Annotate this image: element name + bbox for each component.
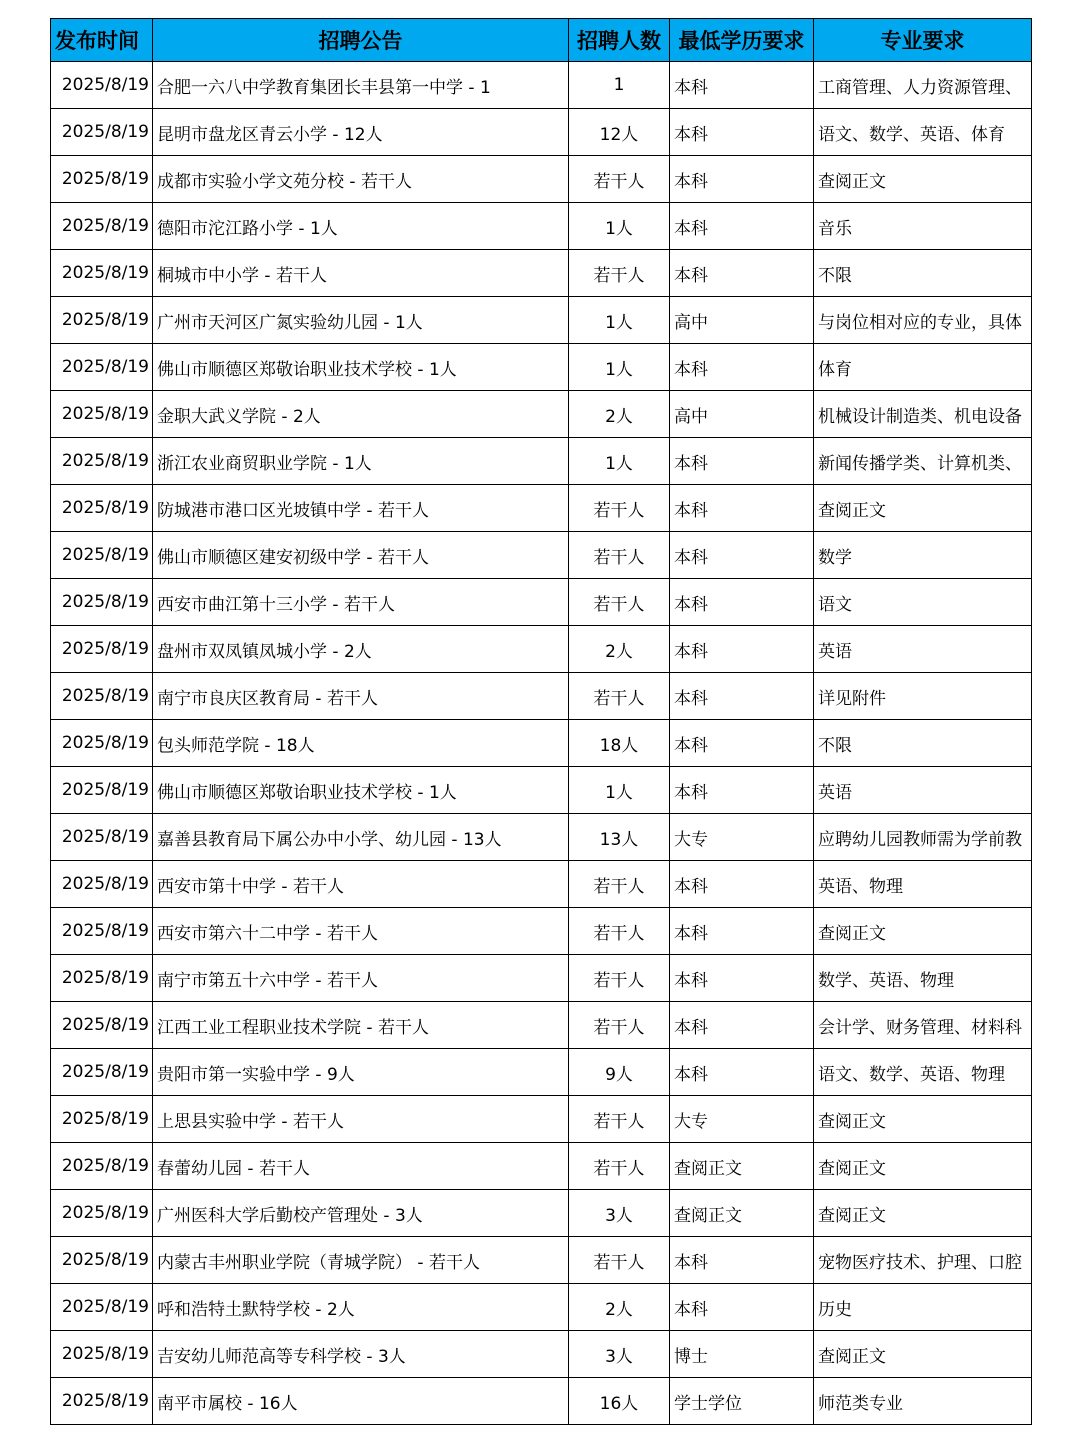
cell-headcount: 若干人 [569,1002,670,1049]
cell-major: 查阅正文 [814,1143,1032,1190]
header-education: 最低学历要求 [670,19,814,62]
cell-announcement[interactable]: 广州市天河区广氮实验幼儿园 - 1人 [153,297,569,344]
table-row [51,814,1032,861]
cell-announcement[interactable]: 桐城市中小学 - 若干人 [153,250,569,297]
cell-announcement[interactable]: 合肥一六八中学教育集团长丰县第一中学 - 1 [153,62,569,109]
cell-announcement[interactable]: 浙江农业商贸职业学院 - 1人 [153,438,569,485]
cell-announcement[interactable]: 吉安幼儿师范高等专科学校 - 3人 [153,1331,569,1378]
cell-headcount: 若干人 [569,861,670,908]
cell-major: 语文、数学、英语、物理 [814,1049,1032,1096]
cell-education: 本科 [670,720,814,767]
cell-major: 会计学、财务管理、材料科 [814,1002,1032,1049]
cell-headcount: 2人 [569,391,670,438]
cell-announcement[interactable]: 包头师范学院 - 18人 [153,720,569,767]
cell-announcement[interactable]: 佛山市顺德区郑敬诒职业技术学校 - 1人 [153,767,569,814]
cell-publish-time: 2025/8/19 [51,579,153,626]
cell-education: 本科 [670,673,814,720]
cell-publish-time: 2025/8/19 [51,814,153,861]
cell-education: 本科 [670,532,814,579]
cell-education: 大专 [670,814,814,861]
cell-announcement[interactable]: 贵阳市第一实验中学 - 9人 [153,1049,569,1096]
cell-major: 工商管理、人力资源管理、 [814,62,1032,109]
cell-headcount: 1人 [569,767,670,814]
cell-headcount: 若干人 [569,908,670,955]
cell-education: 本科 [670,344,814,391]
cell-headcount: 1人 [569,438,670,485]
cell-publish-time: 2025/8/19 [51,250,153,297]
table-body [51,62,1032,1425]
table-row [51,297,1032,344]
cell-headcount: 3人 [569,1331,670,1378]
table-row [51,1143,1032,1190]
cell-education: 本科 [670,109,814,156]
cell-education: 本科 [670,156,814,203]
cell-publish-time: 2025/8/19 [51,1331,153,1378]
cell-announcement[interactable]: 佛山市顺德区建安初级中学 - 若干人 [153,532,569,579]
cell-major: 历史 [814,1284,1032,1331]
cell-education: 本科 [670,1284,814,1331]
cell-major: 查阅正文 [814,908,1032,955]
cell-headcount: 9人 [569,1049,670,1096]
cell-publish-time: 2025/8/19 [51,1002,153,1049]
cell-education: 本科 [670,438,814,485]
cell-education: 本科 [670,250,814,297]
cell-headcount: 12人 [569,109,670,156]
cell-education: 学士学位 [670,1378,814,1425]
cell-major: 英语 [814,626,1032,673]
cell-major: 数学 [814,532,1032,579]
cell-announcement[interactable]: 西安市曲江第十三小学 - 若干人 [153,579,569,626]
table-row [51,391,1032,438]
header-major: 专业要求 [814,19,1032,62]
cell-headcount: 若干人 [569,250,670,297]
table-row [51,1237,1032,1284]
header-announcement: 招聘公告 [153,19,569,62]
cell-major: 不限 [814,250,1032,297]
cell-publish-time: 2025/8/19 [51,62,153,109]
cell-major: 音乐 [814,203,1032,250]
cell-major: 体育 [814,344,1032,391]
cell-announcement[interactable]: 嘉善县教育局下属公办中小学、幼儿园 - 13人 [153,814,569,861]
cell-publish-time: 2025/8/19 [51,1378,153,1425]
cell-headcount: 若干人 [569,1143,670,1190]
table-row [51,1284,1032,1331]
table-row [51,250,1032,297]
cell-announcement[interactable]: 广州医科大学后勤校产管理处 - 3人 [153,1190,569,1237]
cell-publish-time: 2025/8/19 [51,532,153,579]
cell-announcement[interactable]: 南平市属校 - 16人 [153,1378,569,1425]
cell-major: 与岗位相对应的专业，具体 [814,297,1032,344]
cell-major: 不限 [814,720,1032,767]
cell-headcount: 1人 [569,203,670,250]
cell-major: 查阅正文 [814,485,1032,532]
table-row [51,156,1032,203]
cell-publish-time: 2025/8/19 [51,1237,153,1284]
table-row [51,626,1032,673]
table-row [51,1190,1032,1237]
table-row [51,767,1032,814]
cell-major: 语文、数学、英语、体育 [814,109,1032,156]
cell-announcement[interactable]: 江西工业工程职业技术学院 - 若干人 [153,1002,569,1049]
table-row [51,720,1032,767]
cell-education: 本科 [670,579,814,626]
cell-announcement[interactable]: 昆明市盘龙区青云小学 - 12人 [153,109,569,156]
cell-headcount: 1 [569,62,670,109]
cell-headcount: 若干人 [569,1096,670,1143]
header-headcount: 招聘人数 [569,19,670,62]
cell-headcount: 2人 [569,1284,670,1331]
table-row [51,955,1032,1002]
table-row [51,344,1032,391]
cell-publish-time: 2025/8/19 [51,861,153,908]
table-row [51,908,1032,955]
cell-education: 本科 [670,861,814,908]
table-header [51,19,1032,62]
cell-major: 语文 [814,579,1032,626]
cell-announcement[interactable]: 西安市第六十二中学 - 若干人 [153,908,569,955]
cell-announcement[interactable]: 德阳市沱江路小学 - 1人 [153,203,569,250]
cell-education: 大专 [670,1096,814,1143]
cell-education: 博士 [670,1331,814,1378]
cell-education: 本科 [670,1049,814,1096]
cell-publish-time: 2025/8/19 [51,1190,153,1237]
cell-publish-time: 2025/8/19 [51,673,153,720]
cell-announcement[interactable]: 成都市实验小学文苑分校 - 若干人 [153,156,569,203]
cell-announcement[interactable]: 南宁市良庆区教育局 - 若干人 [153,673,569,720]
table-row [51,109,1032,156]
table-row [51,1331,1032,1378]
cell-publish-time: 2025/8/19 [51,1096,153,1143]
cell-education: 查阅正文 [670,1190,814,1237]
cell-major: 查阅正文 [814,156,1032,203]
cell-education: 本科 [670,908,814,955]
cell-publish-time: 2025/8/19 [51,955,153,1002]
cell-headcount: 若干人 [569,673,670,720]
cell-headcount: 3人 [569,1190,670,1237]
cell-announcement[interactable]: 佛山市顺德区郑敬诒职业技术学校 - 1人 [153,344,569,391]
cell-publish-time: 2025/8/19 [51,485,153,532]
cell-publish-time: 2025/8/19 [51,297,153,344]
cell-headcount: 若干人 [569,156,670,203]
table-row [51,673,1032,720]
cell-announcement[interactable]: 防城港市港口区光坡镇中学 - 若干人 [153,485,569,532]
cell-announcement[interactable]: 西安市第十中学 - 若干人 [153,861,569,908]
table-row [51,579,1032,626]
cell-major: 宠物医疗技术、护理、口腔 [814,1237,1032,1284]
cell-headcount: 若干人 [569,955,670,1002]
cell-major: 查阅正文 [814,1096,1032,1143]
cell-publish-time: 2025/8/19 [51,391,153,438]
cell-major: 数学、英语、物理 [814,955,1032,1002]
recruitment-table [50,18,1032,1425]
cell-major: 详见附件 [814,673,1032,720]
table-row [51,532,1032,579]
cell-major: 应聘幼儿园教师需为学前教 [814,814,1032,861]
table-row [51,438,1032,485]
cell-announcement[interactable]: 内蒙古丰州职业学院（青城学院） - 若干人 [153,1237,569,1284]
cell-education: 本科 [670,485,814,532]
cell-headcount: 若干人 [569,485,670,532]
cell-publish-time: 2025/8/19 [51,203,153,250]
cell-publish-time: 2025/8/19 [51,1049,153,1096]
cell-major: 查阅正文 [814,1331,1032,1378]
cell-publish-time: 2025/8/19 [51,438,153,485]
cell-headcount: 若干人 [569,532,670,579]
cell-education: 查阅正文 [670,1143,814,1190]
cell-education: 本科 [670,1002,814,1049]
cell-announcement[interactable]: 金职大武义学院 - 2人 [153,391,569,438]
cell-headcount: 若干人 [569,579,670,626]
cell-publish-time: 2025/8/19 [51,344,153,391]
cell-publish-time: 2025/8/19 [51,109,153,156]
cell-publish-time: 2025/8/19 [51,767,153,814]
cell-education: 本科 [670,626,814,673]
cell-headcount: 2人 [569,626,670,673]
header-publish-time: 发布时间 [51,19,153,62]
cell-announcement[interactable]: 上思县实验中学 - 若干人 [153,1096,569,1143]
cell-publish-time: 2025/8/19 [51,720,153,767]
cell-headcount: 13人 [569,814,670,861]
cell-major: 师范类专业 [814,1378,1032,1425]
cell-major: 查阅正文 [814,1190,1032,1237]
cell-publish-time: 2025/8/19 [51,908,153,955]
table-row [51,861,1032,908]
cell-education: 本科 [670,203,814,250]
cell-headcount: 1人 [569,344,670,391]
table-row [51,62,1032,109]
table-row [51,485,1032,532]
cell-publish-time: 2025/8/19 [51,1143,153,1190]
cell-publish-time: 2025/8/19 [51,626,153,673]
table-row [51,1002,1032,1049]
cell-major: 英语 [814,767,1032,814]
table-row [51,1049,1032,1096]
cell-education: 高中 [670,297,814,344]
cell-major: 机械设计制造类、机电设备 [814,391,1032,438]
cell-publish-time: 2025/8/19 [51,1284,153,1331]
cell-publish-time: 2025/8/19 [51,156,153,203]
cell-major: 新闻传播学类、计算机类、 [814,438,1032,485]
cell-headcount: 16人 [569,1378,670,1425]
cell-headcount: 1人 [569,297,670,344]
cell-education: 本科 [670,955,814,1002]
header-row [51,19,1032,62]
cell-education: 高中 [670,391,814,438]
cell-announcement[interactable]: 春蕾幼儿园 - 若干人 [153,1143,569,1190]
cell-headcount: 若干人 [569,1237,670,1284]
table-row [51,1378,1032,1425]
cell-headcount: 18人 [569,720,670,767]
cell-major: 英语、物理 [814,861,1032,908]
cell-announcement[interactable]: 盘州市双凤镇凤城小学 - 2人 [153,626,569,673]
cell-announcement[interactable]: 呼和浩特土默特学校 - 2人 [153,1284,569,1331]
cell-announcement[interactable]: 南宁市第五十六中学 - 若干人 [153,955,569,1002]
cell-education: 本科 [670,62,814,109]
table-row [51,203,1032,250]
cell-education: 本科 [670,767,814,814]
table-row [51,1096,1032,1143]
cell-education: 本科 [670,1237,814,1284]
